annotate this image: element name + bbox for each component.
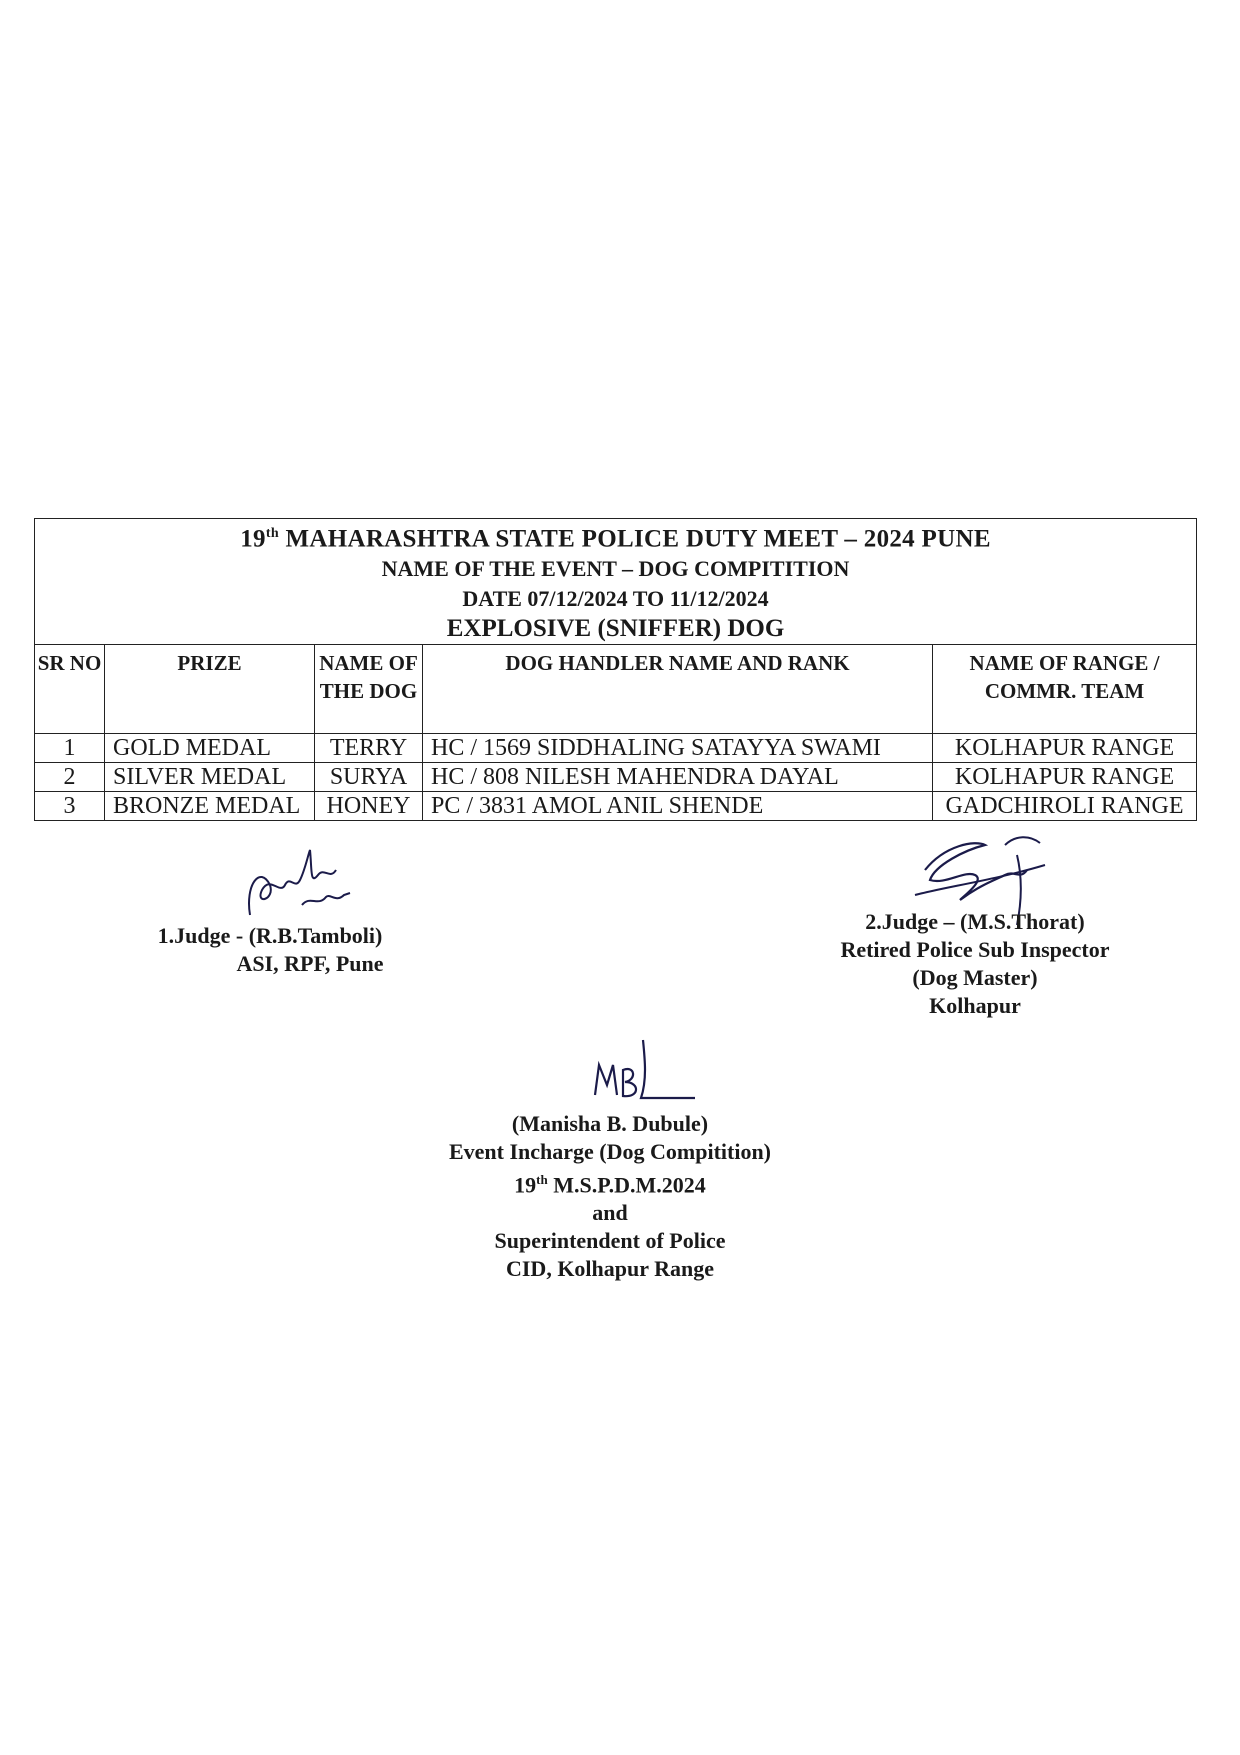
judge1-name: 1.Judge - (R.B.Tamboli) [157,923,383,948]
judge2-role: (Dog Master) [912,965,1038,990]
cell-dog: SURYA [315,763,423,792]
cell-handler: HC / 808 NILESH MAHENDRA DAYAL [423,763,933,792]
cell-handler: HC / 1569 SIDDHALING SATAYYA SWAMI [423,734,933,763]
cell-dog: TERRY [315,734,423,763]
judge1-designation: ASI, RPF, Pune [236,951,384,976]
cell-prize: BRONZE MEDAL [105,792,315,821]
cell-prize: GOLD MEDAL [105,734,315,763]
incharge-meet: 19th M.S.P.D.M.2024 [514,1172,706,1198]
table-row [35,734,1197,763]
table-header-row [35,645,1197,734]
cell-dog: HONEY [315,792,423,821]
result-sheet [34,518,1196,821]
results-table [34,518,1197,821]
event-category: EXPLOSIVE (SNIFFER) DOG [446,615,785,643]
cell-sr: 2 [35,763,105,792]
incharge-signature [585,1020,705,1110]
incharge-block [420,1110,800,1283]
event-name: NAME OF THE EVENT – DOG COMPITITION [381,556,850,582]
judge2-location: Kolhapur [929,993,1021,1018]
table-row [35,763,1197,792]
meet-title: 19th MAHARASHTRA STATE POLICE DUTY MEET – 2024 PUNE [240,525,991,553]
incharge-and: and [592,1200,628,1226]
cell-range: KOLHAPUR RANGE [933,734,1197,763]
incharge-title: Superintendent of Police [494,1228,726,1254]
incharge-role: Event Incharge (Dog Compitition) [448,1139,772,1164]
cell-sr: 3 [35,792,105,821]
cell-range: KOLHAPUR RANGE [933,763,1197,792]
col-handler: DOG HANDLER NAME AND RANK [423,645,933,734]
event-date: DATE 07/12/2024 TO 11/12/2024 [462,586,769,612]
judge1-block [120,922,420,978]
table-row [35,792,1197,821]
incharge-name: (Manisha B. Dubule) [511,1111,709,1136]
cell-handler: PC / 3831 AMOL ANIL SHENDE [423,792,933,821]
col-prize: PRIZE [105,645,315,734]
table-title [35,519,1197,645]
col-sr-no: SR NO [35,645,105,734]
incharge-office: CID, Kolhapur Range [505,1256,715,1282]
judge2-name: 2.Judge – (M.S.Thorat) [865,909,1085,934]
col-range: NAME OF RANGE / COMMR. TEAM [933,645,1197,734]
cell-prize: SILVER MEDAL [105,763,315,792]
judge2-designation: Retired Police Sub Inspector [840,937,1110,962]
cell-sr: 1 [35,734,105,763]
cell-range: GADCHIROLI RANGE [933,792,1197,821]
judge2-block [810,908,1140,1020]
col-dog-name: NAME OF THE DOG [315,645,423,734]
